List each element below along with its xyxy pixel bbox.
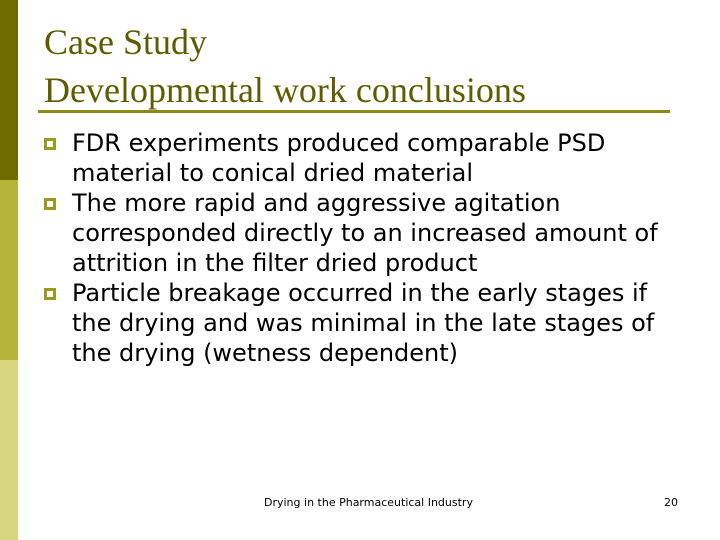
bullet-item [44,278,664,368]
title-line-2: Developmental work conclusions [44,70,526,110]
hollow-square-bullet-icon [44,138,56,150]
page-number: 20 [664,496,678,509]
title-underline [38,110,670,113]
bullet-item [44,188,664,278]
slide-title [44,18,684,114]
side-bar-top [0,0,18,180]
hollow-square-bullet-icon [44,198,56,210]
bullet-item [44,128,664,188]
side-bar-bottom [0,360,18,540]
footer-text: Drying in the Pharmaceutical Industry [264,496,473,509]
bullet-text: The more rapid and aggressive agitation corresponded directly to an increased amount of attrition in the filter dried product [72,189,658,277]
hollow-square-bullet-icon [44,288,56,300]
side-bar-middle [0,180,18,360]
title-line-1: Case Study [44,22,208,62]
bullet-text: Particle breakage occurred in the early stages if the drying and was minimal in the late stages of the drying (wetness dependent) [72,279,655,367]
bullet-text: FDR experiments produced comparable PSD material to conical dried material [72,129,606,187]
bullet-list [44,128,664,368]
